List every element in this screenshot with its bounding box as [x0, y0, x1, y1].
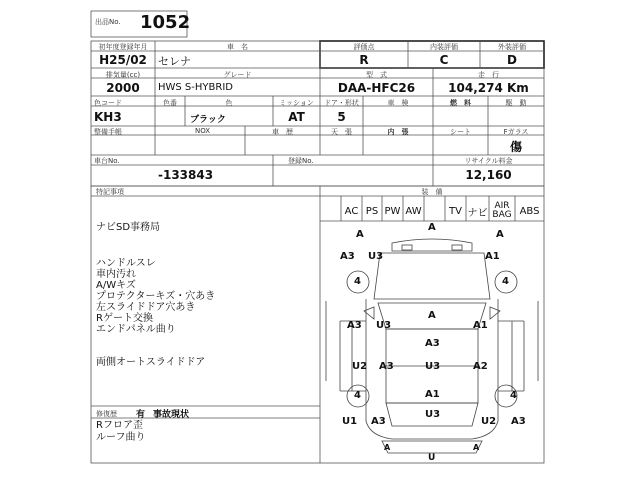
damage-marker: A — [473, 443, 480, 452]
damage-marker: A3 — [347, 320, 362, 331]
color-code-value: KH3 — [94, 110, 122, 124]
equipment-ac: AC — [344, 205, 359, 217]
remark-item: Rゲート交換 — [96, 313, 153, 324]
damage-marker: A3 — [371, 416, 386, 427]
drive-header: 駆 動 — [505, 99, 527, 107]
recycle-fee-header: リサイクル料金 — [464, 157, 513, 165]
recycle-fee-value: 12,160 — [465, 168, 512, 182]
inspection-header: 車 検 — [387, 99, 409, 107]
lot-number: 1052 — [140, 12, 191, 33]
damage-marker: U1 — [342, 416, 358, 427]
damage-marker: A3 — [340, 251, 355, 262]
grade-value: HWS S-HYBRID — [158, 82, 233, 93]
damage-marker: 4 — [502, 276, 509, 287]
color-header: 色 — [225, 99, 233, 107]
reg-no-header: 登録No. — [288, 157, 314, 165]
mission-header: ミッション — [279, 99, 314, 107]
nox-header: NOX — [194, 127, 211, 135]
mission-value: AT — [288, 110, 305, 124]
damage-marker: A — [356, 229, 364, 240]
equipment-abs: ABS — [519, 205, 540, 217]
damage-marker: U3 — [368, 251, 384, 262]
equipment-navi: ナビ — [467, 207, 488, 219]
damage-marker: A — [496, 229, 504, 240]
f-glass-header: Fガラス — [503, 128, 529, 136]
model-name-header: 車 名 — [227, 43, 248, 51]
damage-marker: U3 — [425, 409, 441, 420]
remark-item: A/Wキズ — [96, 280, 136, 291]
damage-marker: A3 — [511, 416, 526, 427]
chassis-no-header: 車台No. — [94, 157, 120, 165]
damage-marker: A1 — [425, 389, 440, 400]
mileage-header: 走 行 — [478, 71, 499, 79]
score-header: 評価点 — [353, 43, 375, 51]
mileage-value: 104,274 Km — [448, 81, 529, 95]
f-glass-value: 傷 — [509, 140, 522, 154]
exterior-score-value: D — [507, 53, 517, 67]
repair-history-header: 修復歴 — [96, 410, 117, 418]
remark-navi: ナビSD事務局 — [96, 222, 161, 233]
equipment-header: 装 備 — [421, 188, 443, 196]
damage-marker: U3 — [425, 361, 441, 372]
damage-marker: 4 — [354, 276, 361, 287]
score-value: R — [359, 53, 369, 67]
accident-note: Rフロア歪 — [96, 420, 143, 431]
doors-shape-header: ドア・形状 — [324, 99, 359, 107]
grade-header: グレード — [223, 71, 252, 79]
model-name-value: セレナ — [158, 55, 191, 68]
first-reg-header: 初年度登録年月 — [98, 43, 148, 51]
damage-marker: U3 — [376, 320, 392, 331]
type-value: DAA-HFC26 — [337, 81, 416, 95]
damage-marker: A — [428, 222, 436, 233]
equipment-aw: AW — [405, 205, 422, 217]
accident-note: ルーフ曲り — [96, 432, 146, 443]
displacement-value: 2000 — [106, 81, 140, 95]
accident-status-header: 事故現状 — [153, 410, 190, 420]
maintenance-header: 整備手帳 — [94, 128, 122, 136]
damage-marker: 4 — [510, 390, 517, 401]
damage-marker: A1 — [485, 251, 500, 262]
equipment-tv: TV — [449, 205, 462, 217]
equipment-airbag: AIR BAG — [492, 201, 512, 220]
interior-header: 内 張 — [387, 128, 409, 136]
seat-header: シート — [450, 128, 471, 136]
interior-score-value: C — [439, 53, 449, 67]
damage-marker: A3 — [379, 361, 394, 372]
damage-marker: A — [428, 310, 436, 321]
remark-item: 車内汚れ — [96, 269, 136, 280]
remark-item: エンドパネル曲り — [96, 324, 176, 335]
color-no-header: 色番 — [163, 99, 177, 107]
first-reg-value: H25/02 — [99, 53, 147, 67]
doors-value: 5 — [337, 110, 346, 124]
exterior-score-header: 外装評価 — [498, 43, 526, 51]
equipment-pw: PW — [384, 205, 401, 217]
interior-score-header: 内装評価 — [430, 43, 458, 51]
equipment-blank — [424, 201, 445, 221]
remarks-header: 特記事項 — [96, 188, 124, 196]
fuel-header: 燃 料 — [450, 99, 471, 107]
damage-marker: 4 — [354, 390, 361, 401]
roof-header: 天 張 — [331, 128, 352, 136]
color-code-header: 色コード — [94, 99, 122, 107]
damage-marker: A2 — [473, 361, 488, 372]
remark-slide-door: 両側オートスライドドア — [96, 357, 206, 368]
damage-marker: A1 — [473, 320, 488, 331]
type-header: 型 式 — [366, 71, 387, 79]
remark-item: プロテクターキズ・穴あき — [96, 291, 216, 302]
damage-marker: A3 — [425, 338, 440, 349]
color-value: ブラック — [190, 115, 226, 125]
displacement-header: 排気量(cc) — [105, 71, 141, 79]
equipment-ps: PS — [365, 205, 379, 217]
lot-label: 出品No. — [95, 18, 121, 26]
damage-marker: U — [428, 453, 436, 463]
damage-marker: U2 — [481, 416, 497, 427]
repair-history-value: 有 — [136, 410, 146, 420]
damage-marker: A — [384, 443, 391, 452]
remark-item: 左スライドドア穴あき — [96, 302, 196, 313]
remark-item: ハンドルスレ — [96, 258, 156, 269]
car-history-header: 車 歴 — [272, 128, 293, 136]
damage-marker: U2 — [352, 361, 368, 372]
remarks-list — [96, 258, 215, 335]
chassis-no-value: -133843 — [158, 168, 214, 182]
